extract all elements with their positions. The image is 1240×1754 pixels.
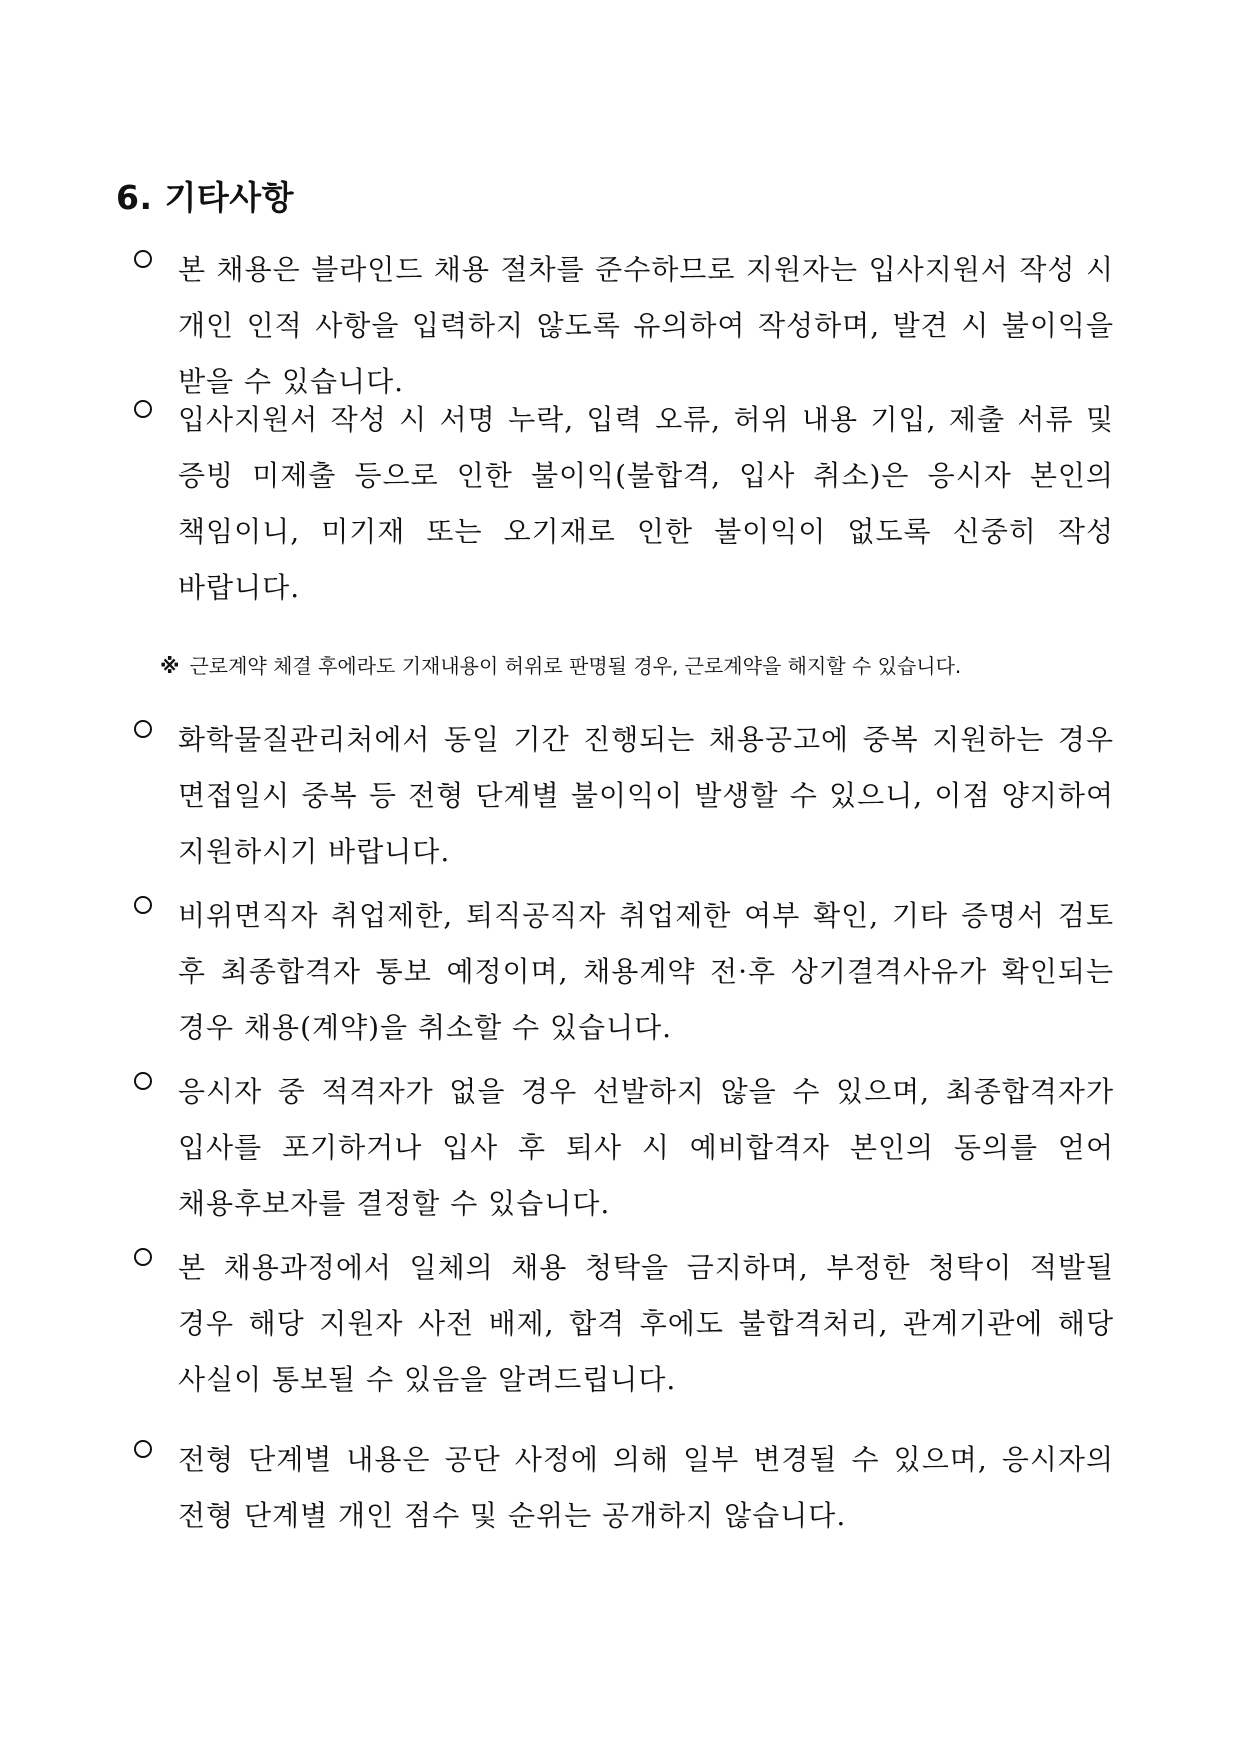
list-item-text: 화학물질관리처에서 동일 기간 진행되는 채용공고에 중복 지원하는 경우 면접일시 중복 등 전형 단계별 불이익이 발생할 수 있으니, 이점 양지하여 지원하시기 바랍니다. — [178, 723, 1114, 868]
list-item-text: 본 채용과정에서 일체의 채용 청탁을 금지하며, 부정한 청탁이 적발될 경우 해당 지원자 사전 배제, 합격 후에도 불합격처리, 관계기관에 해당 사실이 통보될 수 있음을 알려드립니다. — [178, 1251, 1114, 1396]
circle-bullet-icon — [134, 720, 152, 738]
circle-bullet-icon — [134, 1248, 152, 1266]
circle-bullet-icon — [134, 250, 152, 268]
list-item-text: 본 채용은 블라인드 채용 절차를 준수하므로 지원자는 입사지원서 작성 시 개인 인적 사항을 입력하지 않도록 유의하여 작성하며, 발견 시 불이익을 받을 수 있습니다. — [178, 253, 1114, 398]
list-item-text: 응시자 중 적격자가 없을 경우 선발하지 않을 수 있으며, 최종합격자가 입사를 포기하거나 입사 후 퇴사 시 예비합격자 본인의 동의를 얻어 채용후보자를 결정할 수 있습니다. — [178, 1075, 1114, 1220]
circle-bullet-icon — [134, 1072, 152, 1090]
list-item — [134, 242, 1114, 410]
list-item — [134, 1432, 1114, 1544]
footnote-text: 근로계약 체결 후에라도 기재내용이 허위로 판명될 경우, 근로계약을 해지할 수 있습니다. — [189, 654, 962, 678]
list-item — [134, 1240, 1114, 1408]
list-item — [134, 888, 1114, 1056]
list-item — [134, 1064, 1114, 1232]
footnote — [160, 650, 1120, 682]
circle-bullet-icon — [134, 400, 152, 418]
circle-bullet-icon — [134, 896, 152, 914]
circle-bullet-icon — [134, 1440, 152, 1458]
list-item — [134, 392, 1114, 616]
list-item-text: 비위면직자 취업제한, 퇴직공직자 취업제한 여부 확인, 기타 증명서 검토 후 최종합격자 통보 예정이며, 채용계약 전·후 상기결격사유가 확인되는 경우 채용(계약)을 취소할 수 있습니다. — [178, 899, 1114, 1044]
section-title: 6. 기타사항 — [116, 178, 294, 217]
reference-mark: ※ — [160, 654, 180, 678]
list-item — [134, 712, 1114, 880]
list-item-text: 전형 단계별 내용은 공단 사정에 의해 일부 변경될 수 있으며, 응시자의 전형 단계별 개인 점수 및 순위는 공개하지 않습니다. — [178, 1443, 1114, 1532]
list-item-text: 입사지원서 작성 시 서명 누락, 입력 오류, 허위 내용 기입, 제출 서류 및 증빙 미제출 등으로 인한 불이익(불합격, 입사 취소)은 응시자 본인의 책임이니, 미기재 또는 오기재로 인한 불이익이 없도록 신중히 작성 바랍니다. — [178, 403, 1114, 604]
